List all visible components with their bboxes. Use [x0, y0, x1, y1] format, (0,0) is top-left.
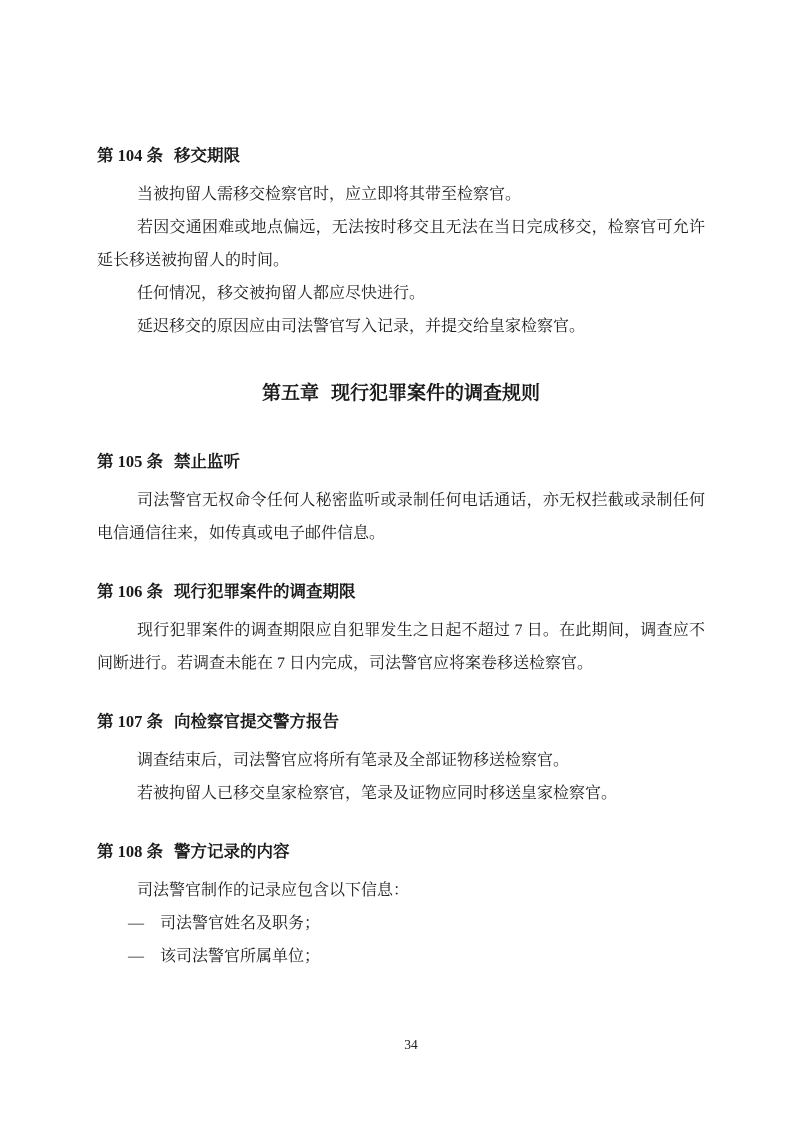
article-title: 现行犯罪案件的调查期限	[174, 582, 356, 601]
article-title: 禁止监听	[174, 452, 240, 471]
paragraph: 当被拘留人需移交检察官时，应立即将其带至检察官。	[137, 186, 522, 203]
list-item: — 该司法警官所属单位；	[128, 948, 321, 965]
article-number: 第 104 条	[97, 146, 163, 165]
article-body	[97, 874, 705, 973]
paragraph: 任何情况，移交被拘留人都应尽快进行。	[137, 285, 426, 302]
paragraph: 延迟移交的原因应由司法警官写入记录，并提交给皇家检察官。	[137, 318, 586, 335]
page-number: 34	[404, 1037, 418, 1052]
article-title: 移交期限	[174, 146, 240, 165]
paragraph: 司法警官无权命令任何人秘密监听或录制任何电话通话，亦无权拦截或录制任何电信通信往来，如传真或电子邮件信息。	[97, 492, 705, 542]
paragraph: 司法警官制作的记录应包含以下信息：	[137, 882, 410, 899]
content-area	[97, 0, 705, 973]
paragraph: 现行犯罪案件的调查期限应自犯罪发生之日起不超过 7 日。在此期间，调查应不间断进行。若调查未能在 7 日内完成，司法警官应将案卷移送检察官。	[97, 622, 705, 672]
article-104	[97, 139, 705, 343]
article-108	[97, 835, 705, 973]
article-107	[97, 705, 705, 810]
article-body	[97, 614, 705, 680]
article-106	[97, 575, 705, 680]
article-number: 第 105 条	[97, 452, 163, 471]
article-heading	[97, 835, 705, 868]
chapter-heading	[97, 377, 705, 410]
chapter-title: 现行犯罪案件的调查规则	[331, 383, 541, 404]
article-heading	[97, 445, 705, 478]
article-number: 第 107 条	[97, 712, 163, 731]
article-heading	[97, 139, 705, 172]
paragraph: 若因交通困难或地点偏远，无法按时移交且无法在当日完成移交，检察官可允许延长移送被拘留人的时间。	[97, 219, 705, 269]
article-heading	[97, 575, 705, 608]
list-item: — 司法警官姓名及职务；	[128, 915, 321, 932]
paragraph: 若被拘留人已移交皇家检察官，笔录及证物应同时移送皇家检察官。	[137, 785, 618, 802]
article-body	[97, 744, 705, 810]
article-heading	[97, 705, 705, 738]
article-body	[97, 178, 705, 343]
article-title: 向检察官提交警方报告	[174, 712, 339, 731]
paragraph: 调查结束后，司法警官应将所有笔录及全部证物移送检察官。	[137, 752, 570, 769]
article-body	[97, 484, 705, 550]
article-number: 第 108 条	[97, 842, 163, 861]
article-105	[97, 445, 705, 550]
chapter-number: 第五章	[261, 383, 319, 404]
article-number: 第 106 条	[97, 582, 163, 601]
article-title: 警方记录的内容	[174, 842, 290, 861]
